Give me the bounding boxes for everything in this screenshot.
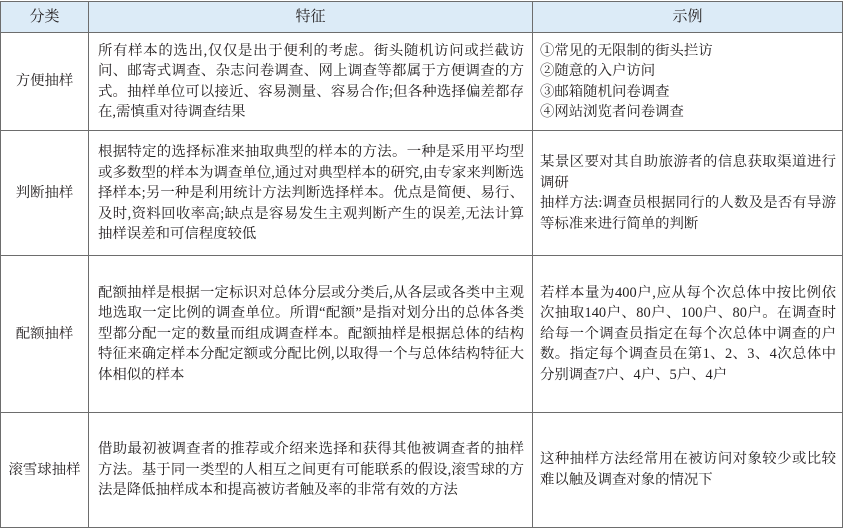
example-line: 若样本量为400户,应从每个次总体中按比例依次抽取140户、80户、100户、80户。在调查时给每一个调查员指定在每个次总体中调查的户数。指定每个调查员在第1、2、3、4次总体中分别调查7户、4户、5户、4户: [540, 284, 836, 383]
header-feature: 特征: [89, 2, 533, 33]
header-row: [1, 2, 843, 33]
example-line: 某景区要对其自助旅游者的信息获取渠道进行调研: [540, 154, 836, 191]
table-row-convenience-sampling: [1, 33, 843, 131]
category-cell: 滚雪球抽样: [1, 412, 89, 527]
example-line: ③邮箱随机问卷调查: [540, 83, 670, 100]
example-line: 抽样方法:调查员根据同行的人数及是否有导游等标准来进行简单的判断: [540, 195, 836, 232]
example-cell: [533, 256, 843, 412]
header-category: 分类: [1, 2, 89, 33]
feature-text: 根据特定的选择标准来抽取典型的样本的方法。一种是采用平均型或多数型的样本为调查单位,通过对典型样本的研究,由专家来判断选择样本;另一种是利用统计方法判断选择样本。优点是简便、易行、及时,资料回收率高;缺点是容易发生主观判断产生的误差,无法计算抽样误差和可信程度较低: [98, 144, 524, 243]
example-cell: [533, 33, 843, 131]
table-row-quota-sampling: [1, 256, 843, 412]
example-line: ④网站浏览者问卷调查: [540, 104, 684, 121]
category-cell: 判断抽样: [1, 131, 89, 256]
example-cell: [533, 412, 843, 527]
example-line: 这种抽样方法经常用在被访问对象较少或比较难以触及调查对象的情况下: [540, 451, 836, 488]
header-example: 示例: [533, 2, 843, 33]
feature-cell: [89, 412, 533, 527]
feature-cell: [89, 256, 533, 412]
feature-text: 配额抽样是根据一定标识对总体分层或分类后,从各层或各类中主观地选取一定比例的调查单位。所谓“配额”是指对划分出的总体各类型都分配一定的数量而组成调查样本。配额抽样是根据总体的结构特征来确定样本分配定额或分配比例,以取得一个与总体结构特征大体相似的样本: [98, 284, 524, 383]
sampling-methods-table: [0, 1, 843, 528]
category-cell: 方便抽样: [1, 33, 89, 131]
feature-cell: [89, 131, 533, 256]
feature-cell: [89, 33, 533, 131]
feature-text: 借助最初被调查者的推荐或介绍来选择和获得其他被调查者的抽样方法。基于同一类型的人相互之间更有可能联系的假设,滚雪球的方法是降低抽样成本和提高被访者触及率的非常有效的方法: [98, 441, 524, 499]
category-cell: 配额抽样: [1, 256, 89, 412]
feature-text: 所有样本的选出,仅仅是出于便利的考虑。街头随机访问或拦截访问、邮寄式调查、杂志问卷调查、网上调查等都属于方便调查的方式。抽样单位可以接近、容易测量、容易合作;但各种选择偏差都存在,需慎重对待调查结果: [98, 42, 524, 121]
example-cell: [533, 131, 843, 256]
table-row-snowball-sampling: [1, 412, 843, 527]
example-line: ①常见的无限制的街头拦访: [540, 42, 713, 59]
example-line: ②随意的入户访问: [540, 63, 656, 80]
table-row-judgment-sampling: [1, 131, 843, 256]
